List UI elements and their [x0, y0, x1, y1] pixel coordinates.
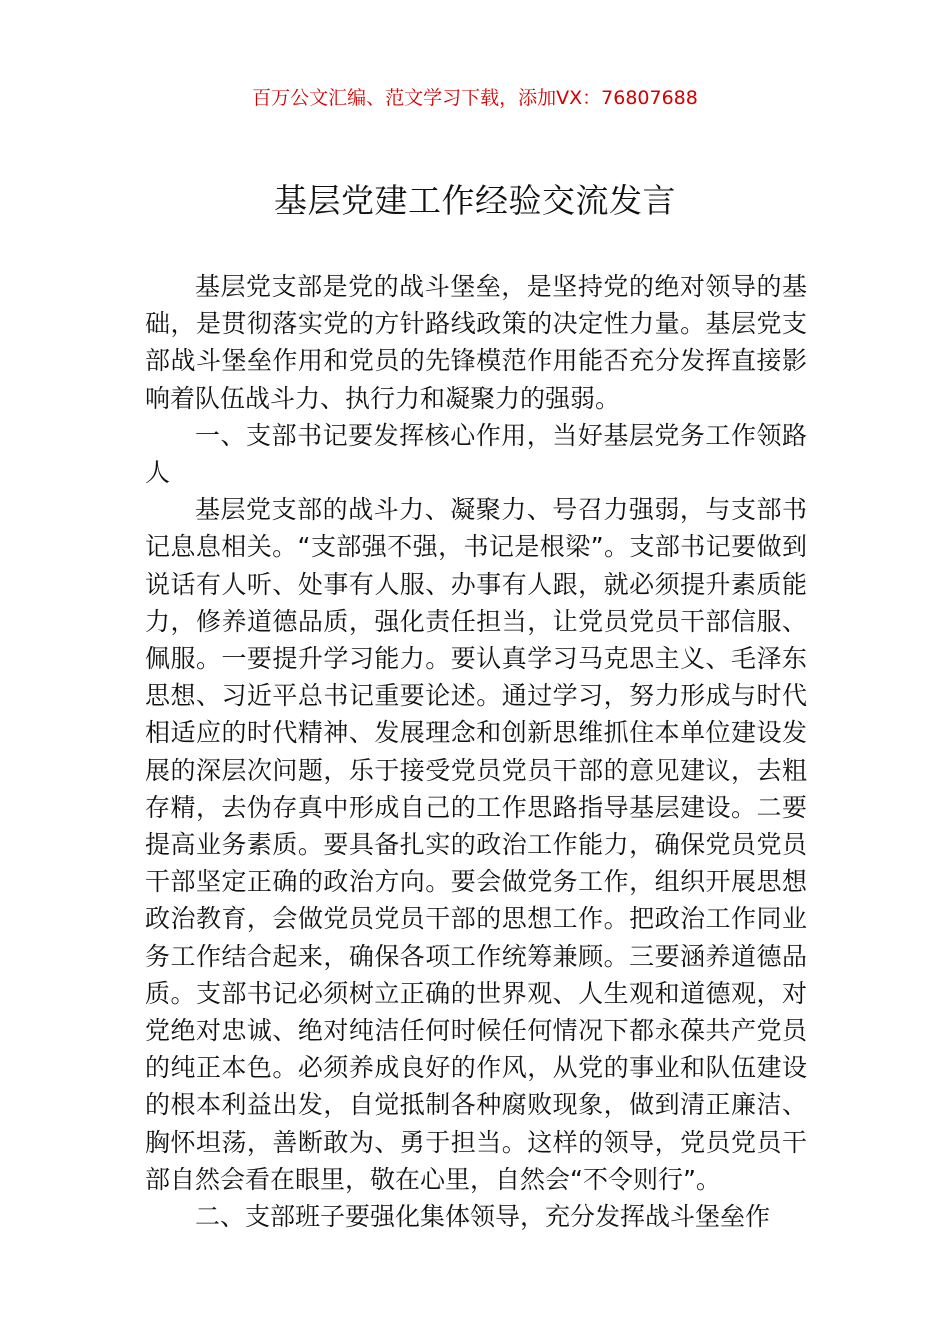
section-heading-2: 二、支部班子要强化集体领导，充分发挥战斗堡垒作 — [195, 1202, 771, 1232]
document-title: 基层党建工作经验交流发言 — [274, 181, 676, 220]
section-1-paragraph: 基层党支部的战斗力、凝聚力、号召力强弱，与支部书记息息相关。“支部强不强，书记是根梁”。支部书记要做到说话有人听、处事有人服、办事有人跟，就必须提升素质能力，修养道德品质，强化责任担当，让党员党员干部信服、佩服。一要提升学习能力。要认真学习马克思主义、毛泽东思想、习近平总书记重要论述。通过学习，努力形成与时代相适应的时代精神、发展理念和创新思维抓住本单位建设发展的深层次问题，乐于接受党员党员干部的意见建议，去粗存精，去伪存真中形成自己的工作思路指导基层建设。二要提高业务素质。要具备扎实的政治工作能力，确保党员党员干部坚定正确的政治方向。要会做党务工作，组织开展思想政治教育，会做党员党员干部的思想工作。把政治工作同业务工作结合起来，确保各项工作统筹兼顾。三要涵养道德品质。支部书记必须树立正确的世界观、人生观和道德观，对党绝对忠诚、绝对纯洁任何时候任何情况下都永葆共产党员的纯正本色。必须养成良好的作风，从党的事业和队伍建设的根本利益出发，自觉抵制各种腐败现象，做到清正廉洁、胸怀坦荡，善断敢为、勇于担当。这样的领导，党员党员干部自然会看在眼里，敬在心里，自然会“不令则行”。 — [145, 495, 807, 1194]
section-heading-1: 一、支部书记要发挥核心作用，当好基层党务工作领路人 — [145, 420, 807, 488]
intro-paragraph: 基层党支部是党的战斗堡垒，是坚持党的绝对领导的基础，是贯彻落实党的方针路线政策的决定性力量。基层党支部战斗堡垒作用和党员的先锋模范作用能否充分发挥直接影响着队伍战斗力、执行力和凝聚力的强弱。 — [145, 272, 807, 413]
header-note: 百万公文汇编、范文学习下载，添加VX：76807688 — [252, 87, 698, 109]
document-body — [145, 268, 807, 1235]
